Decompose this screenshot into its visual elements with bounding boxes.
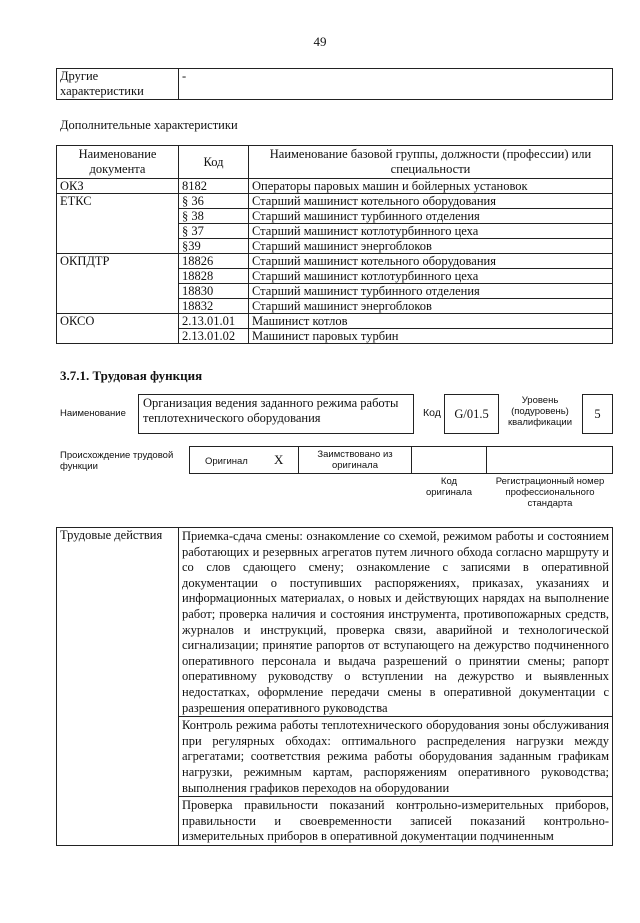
- cell-name: Старший машинист турбинного отделения: [249, 209, 613, 224]
- additional-characteristics-title: Дополнительные характеристики: [60, 118, 238, 132]
- level-value: 5: [594, 407, 601, 421]
- orig-code-box: [411, 446, 487, 474]
- cell-document: ОКЗ: [57, 179, 179, 194]
- cell-code: § 36: [179, 194, 249, 209]
- cell-name: Машинист котлов: [249, 314, 613, 329]
- cell-code: 18826: [179, 254, 249, 269]
- level-box: [582, 394, 613, 434]
- original-box: [189, 446, 299, 474]
- cell-code: §39: [179, 239, 249, 254]
- cell-code: 2.13.01.02: [179, 329, 249, 344]
- cell-code: § 38: [179, 209, 249, 224]
- other-characteristics-table: [56, 68, 613, 100]
- function-name-box: [138, 394, 414, 434]
- reg-number-box: [486, 446, 613, 474]
- origin-label: Происхождение трудовой функции: [60, 450, 174, 472]
- cell-code: 8182: [179, 179, 249, 194]
- header-name: Наименование базовой группы, должности (профессии) или специальности: [249, 146, 613, 179]
- labour-action-item: Проверка правильности показаний контрольно-измерительных приборов, правильности и своевременности записей показаний контрольно-измерительных приборов в оперативной документации подчиненным: [179, 797, 613, 846]
- cell-code: 18828: [179, 269, 249, 284]
- function-code-value: G/01.5: [454, 407, 489, 421]
- cell-name: Старший машинист котлотурбинного цеха: [249, 269, 613, 284]
- function-code-box: [444, 394, 499, 434]
- cell-name: Операторы паровых машин и бойлерных установок: [249, 179, 613, 194]
- function-name-value: Организация ведения заданного режима работы теплотехнического оборудования: [143, 396, 399, 425]
- labour-actions-table: [56, 527, 613, 846]
- cell-name: Машинист паровых турбин: [249, 329, 613, 344]
- cell-code: 18830: [179, 284, 249, 299]
- page-number: 49: [313, 34, 327, 49]
- cell-code: § 37: [179, 224, 249, 239]
- labour-action-item: Приемка-сдача смены: ознакомление со схемой, режимом работы и состоянием работающих и резервных агрегатов путем личного обхода согласно маршруту и со слов сдающего смену; ознакомление с записями в оперативной документации о поступивших распоряжениях, приказах, указаниях и информационных материалах, о новых и действующих нарядах на выполнение работ; проверка наличия и состояния инструмента, противопожарных средств, журналов и инструкций, проверка связи, аварийной и технологической сигнализации; принятие рапортов от вступающего на дежурство подчиненного оперативного персонала и выдача разрешений о принятии смены; рапорт оперативному руководству о вступлении на дежурство и выявленных недостатках, оформление передачи смены в оперативной документации с разрешения оперативного руководства: [179, 528, 613, 717]
- cell-code: 2.13.01.01: [179, 314, 249, 329]
- function-heading: 3.7.1. Трудовая функция: [60, 368, 203, 383]
- header-code: Код: [179, 146, 249, 179]
- cell-document: ОКСО: [57, 314, 179, 344]
- name-label: Наименование: [60, 408, 126, 419]
- cell-name: Старший машинист котлотурбинного цеха: [249, 224, 613, 239]
- code-label: Код: [423, 407, 441, 419]
- table-row: [57, 179, 613, 194]
- cell-code: 18832: [179, 299, 249, 314]
- cell-document: ЕТКС: [57, 194, 179, 254]
- table-row: [57, 528, 613, 717]
- original-mark: X: [274, 452, 284, 467]
- other-characteristics-value: -: [179, 69, 613, 100]
- cell-name: Старший машинист котельного оборудования: [249, 194, 613, 209]
- orig-code-label: Код оригинала: [425, 476, 472, 498]
- cell-name: Старший машинист энергоблоков: [249, 299, 613, 314]
- other-characteristics-label: Другие характеристики: [57, 69, 179, 100]
- reg-number-label: Регистрационный номер профессионального стандарта: [495, 476, 605, 509]
- original-label: Оригинал: [205, 456, 248, 467]
- cell-name: Старший машинист энергоблоков: [249, 239, 613, 254]
- cell-name: Старший машинист котельного оборудования: [249, 254, 613, 269]
- cell-document: ОКПДТР: [57, 254, 179, 314]
- level-label: Уровень (подуровень) квалификации: [507, 395, 573, 428]
- labour-action-item: Контроль режима работы теплотехнического оборудования зоны обслуживания при регулярных обходах: оптимального распределения нагрузки между агрегатами; соответствия режима работы оборудования заданным графикам нагрузки, режимным картам, распоряжениям оперативного руководства; выполнения графиков переходов на оборудовании: [179, 717, 613, 797]
- borrowed-box: [298, 446, 412, 474]
- table-row: [57, 254, 613, 269]
- table-row: [57, 314, 613, 329]
- cell-name: Старший машинист турбинного отделения: [249, 284, 613, 299]
- table-row: [57, 194, 613, 209]
- additional-characteristics-table: [56, 145, 613, 344]
- borrowed-label: Заимствовано из оригинала: [317, 449, 393, 471]
- labour-actions-label: Трудовые действия: [57, 528, 179, 846]
- header-document: Наименование документа: [57, 146, 179, 179]
